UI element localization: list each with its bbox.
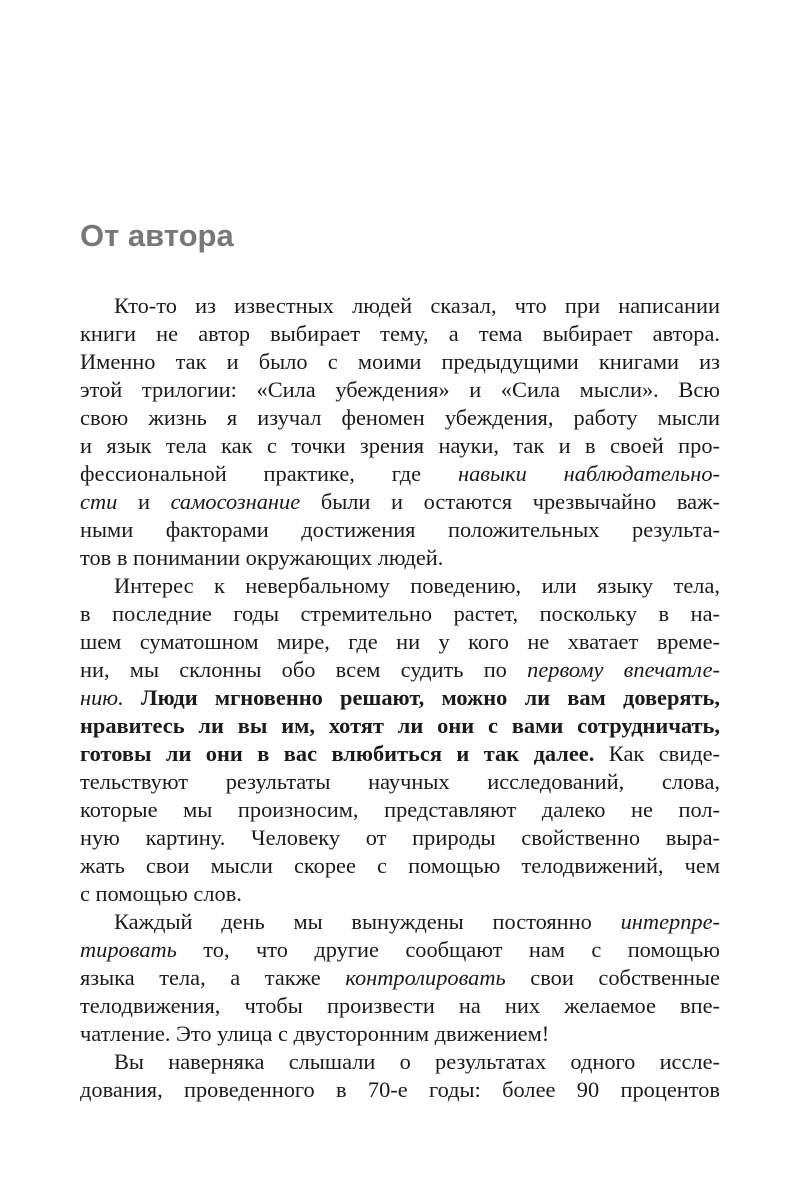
text-line: тов в понимании окружающих людей. <box>80 545 444 570</box>
text-line: ными факторами достижения положительных результа- <box>80 517 720 542</box>
text-line: языка тела, а также контролировать свои собственные <box>80 965 720 990</box>
text-line: тировать то, что другие сообщают нам с помощью <box>80 937 720 962</box>
paragraph-4 <box>80 1048 720 1104</box>
paragraph-1 <box>80 292 720 572</box>
text-line: ную картину. Человеку от природы свойственно выра- <box>80 825 720 850</box>
text-line: нию. Люди мгновенно решают, можно ли вам доверять, <box>80 685 720 710</box>
text-line: с помощью слов. <box>80 881 242 906</box>
paragraph-2 <box>80 572 720 908</box>
text-line: Вы наверняка слышали о результатах одного иссле- <box>114 1049 720 1074</box>
text-line: жать свои мысли скорее с помощью телодвижений, чем <box>80 853 720 878</box>
text-line: чатление. Это улица с двусторонним движением! <box>80 1021 550 1046</box>
text-line: нравитесь ли вы им, хотят ли они с вами сотрудничать, <box>80 713 720 738</box>
text-line: фессиональной практике, где навыки наблюдательно- <box>80 461 721 486</box>
text-line: готовы ли они в вас влюбиться и так далее. Как свиде- <box>80 741 720 766</box>
chapter-body <box>80 292 720 1104</box>
text-line: сти и самосознание были и остаются чрезвычайно важ- <box>80 489 720 514</box>
text-line: дования, проведенного в 70-е годы: более 90 процентов <box>80 1077 720 1102</box>
text-line: шем суматошном мире, где ни у кого не хватает време- <box>80 629 720 654</box>
chapter-title: От автора <box>80 218 234 253</box>
text-line: свою жизнь я изучал феномен убеждения, работу мысли <box>80 405 720 430</box>
text-line: Интерес к невербальному поведению, или языку тела, <box>114 573 720 598</box>
text-line: телодвижения, чтобы произвести на них желаемое впе- <box>80 993 720 1018</box>
text-line: этой трилогии: «Сила убеждения» и «Сила мысли». Всю <box>80 377 720 402</box>
paragraph-3 <box>80 908 720 1048</box>
text-line: Кто-то из известных людей сказал, что при написании <box>114 293 720 318</box>
text-line: которые мы произносим, представляют далеко не пол- <box>80 797 720 822</box>
text-line: тельствуют результаты научных исследований, слова, <box>80 769 720 794</box>
text-line: книги не автор выбирает тему, а тема выбирает автора. <box>80 321 720 346</box>
text-line: ни, мы склонны обо всем судить по первому впечатле- <box>80 657 720 682</box>
text-line: Именно так и было с моими предыдущими книгами из <box>80 349 720 374</box>
text-line: и язык тела как с точки зрения науки, так и в своей про- <box>80 433 720 458</box>
text-line: Каждый день мы вынуждены постоянно интерпре- <box>114 909 720 934</box>
text-line: в последние годы стремительно растет, поскольку в на- <box>80 601 720 626</box>
